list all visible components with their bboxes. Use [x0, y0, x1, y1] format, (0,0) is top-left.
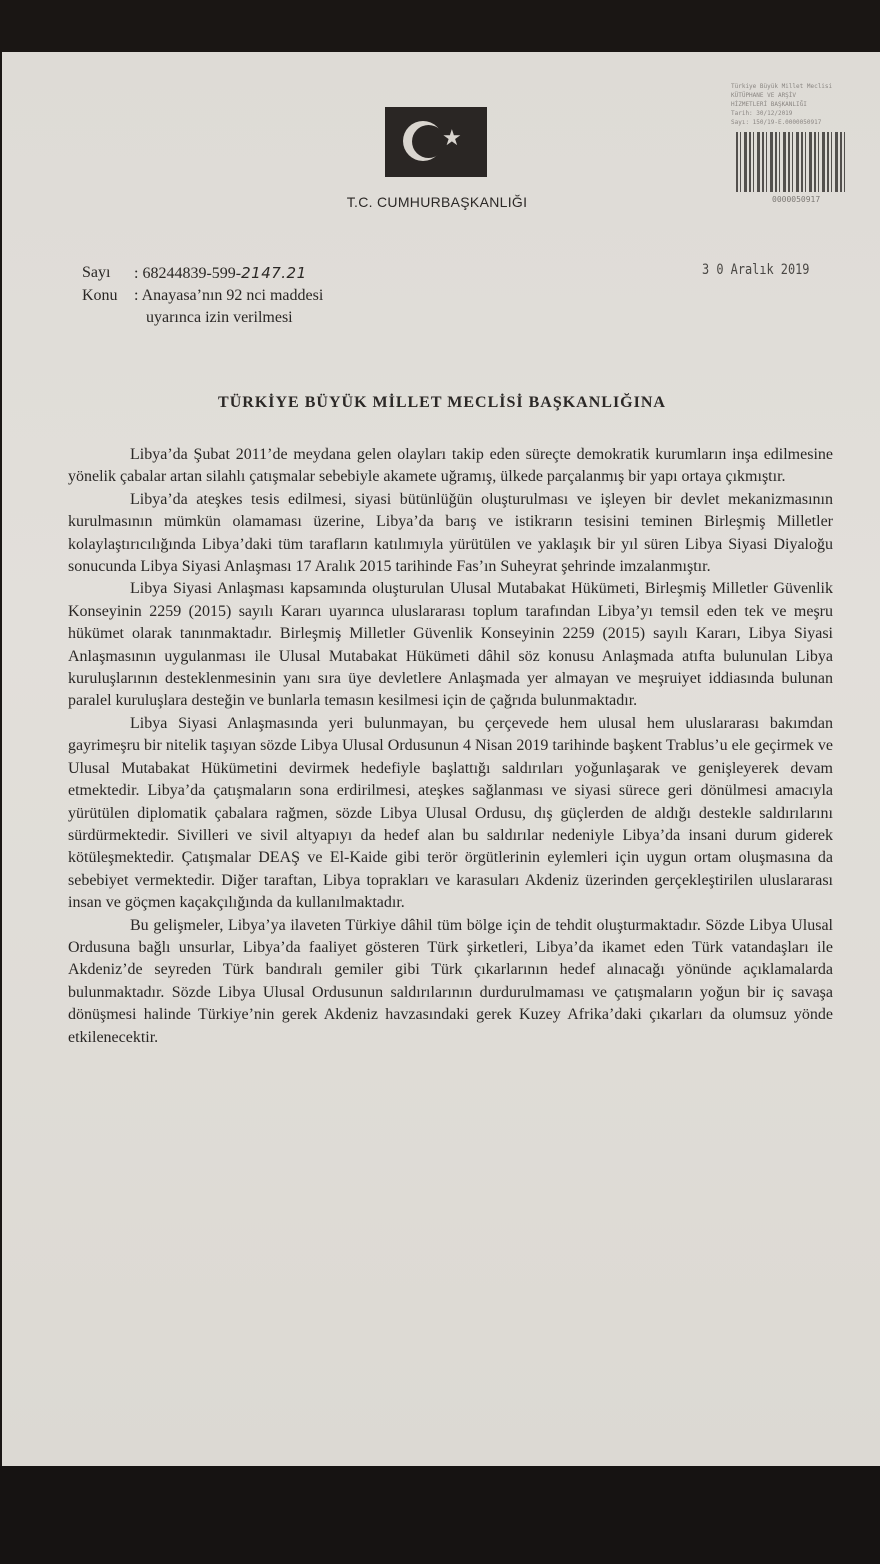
konu-value: : Anayasa’nın 92 nci maddesi — [134, 287, 324, 304]
turkish-flag-emblem — [385, 107, 487, 177]
star-icon: ★ — [442, 126, 462, 151]
sayi-value — [134, 262, 323, 285]
document-page — [2, 52, 880, 1466]
body-paragraph: Libya Siyasi Anlaşmasında yeri bulunmayan, bu çerçevede hem ulusal hem uluslararası bakımdan gayrimeşru bir nitelik taşıyan sözde Libya Ulusal Ordusunun 4 Nisan 2019 tarihinde başkent Trablus’u ele geçirmek ve Ulusal Mutabakat Hükümetini devirmek hedefiyle başlattığı saldırıları yoğunlaşarak ve genişleyerek devam etmektedir. Libya’da çatışmaların sona erdirilmesi, ateşkes sağlanması ve siyasi sürece geri dönülmesi amacıyla yürütülen diplomatik çabalara rağmen, sözde Libya Ulusal Ordusu, dış güçlerden de aldığı destekle saldırılarını sürdürmektedir. Sivilleri ve sivil altyapıyı da hedef alan bu saldırılar nedeniyle Libya’da insani durum giderek kötüleşmektedir. Çatışmalar DEAŞ ve El-Kaide gibi terör örgütlerinin eylemleri için uygun ortam oluşmasına da sebebiyet vermektedir. Diğer taraftan, Libya toprakları ve karasuları Akdeniz üzerinden gerçekleştirilen uluslararası insan ve göçmen kaçakçılığında da kullanılmaktadır. — [68, 714, 833, 912]
sayi-number: : 68244839-599- — [134, 265, 242, 282]
addressee-heading: TÜRKİYE BÜYÜK MİLLET MECLİSİ BAŞKANLIĞINA — [218, 394, 666, 411]
institution-name: T.C. CUMHURBAŞKANLIĞI — [346, 194, 528, 210]
stamp-line: HİZMETLERİ BAŞKANLIĞI — [731, 101, 807, 108]
document-date: 3 0 Aralık 2019 — [702, 262, 810, 278]
stamp-line: KÜTÜPHANE VE ARŞİV — [731, 92, 797, 99]
barcode-number: 0000050917 — [772, 195, 821, 204]
crescent-cutout — [412, 125, 445, 158]
document-body — [68, 444, 833, 1049]
barcode-icon — [736, 132, 846, 192]
konu-label: Konu — [82, 287, 118, 304]
konu-value-cont: uyarınca izin verilmesi — [146, 309, 293, 326]
registry-stamp — [731, 82, 851, 127]
stamp-line: Türkiye Büyük Millet Meclisi — [731, 83, 833, 90]
konu-row — [82, 285, 323, 307]
body-paragraph: Bu gelişmeler, Libya’ya ilaveten Türkiye dâhil tüm bölge için de tehdit oluşturmaktadır. Sözde Libya Ulusal Ordusuna bağlı unsurlar, Libya’da faaliyet gösteren Türk şirketleri, Libya’da ikamet eden Türk vatandaşları ile Akdeniz’de seyreden Türk bandıralı gemiler gibi Türk çıkarlarının hedef alınacağı yönünde açıklamalarda bulunmaktadır. Sözde Libya Ulusal Ordusunun saldırılarının durdurulmaması ve çatışmaların yoğun bir iç savaşa dönüşmesi halinde Türkiye’nin gerek Akdeniz havzasındaki gerek Kuzey Afrika’daki çıkarları da olumsuz yönde etkilenecektir. — [68, 916, 833, 1046]
body-paragraph: Libya’da ateşkes tesis edilmesi, siyasi bütünlüğün oluşturulması ve işleyen bir devlet mekanizmasının kurulmasının mümkün olamaması üzerine, Libya’da barış ve istikrarın tesisini teminen Birleşmiş Milletler kolaylaştırıcılığında Libya’daki tüm tarafların katılımıyla yürütülen ve yaklaşık bir yıl süren Libya Siyasi Diyaloğu sonucunda Libya Siyasi Anlaşması 17 Aralık 2015 tarihinde Fas’ın Suheyrat şehrinde imzalanmıştır. — [68, 490, 833, 576]
stamp-line: Tarih: 30/12/2019 — [731, 110, 793, 117]
background-surface — [0, 1466, 880, 1564]
document-meta — [82, 262, 323, 329]
body-paragraph: Libya’da Şubat 2011’de meydana gelen olayları takip eden süreçte demokratik kurumların inşa edilmesine yönelik çabalar artan silahlı çatışmalar sebebiyle akamete uğramış, ülkede parçalanmış bir yapı ortaya çıkmıştır. — [68, 446, 833, 486]
sayi-row — [82, 262, 323, 285]
body-paragraph: Libya Siyasi Anlaşması kapsamında oluşturulan Ulusal Mutabakat Hükümeti, Birleşmiş Milletler Güvenlik Konseyinin 2259 (2015) sayılı Kararı uyarınca uluslararası toplum tarafından Libya’yı temsil eden tek ve meşru hükümet olarak tanınmaktadır. Birleşmiş Milletler Güvenlik Konseyinin 2259 (2015) sayılı Kararı, Libya Siyasi Anlaşmasının uygulanması ile Ulusal Mutabakat Hükümeti dâhil söz konusu Anlaşmada atıfta bulunulan Libya kuruluşlarının desteklenmesinin yanı sıra üye devletlere Anlaşmada yer almayan ve meşruiyet iddiasında bulunan paralel kuruluşlara desteğin ve bunlarla temasın kesilmesi için de çağrıda bulunmaktadır. — [68, 580, 833, 710]
sayi-label: Sayı — [82, 264, 111, 281]
sayi-handwritten: 2147.21 — [241, 264, 307, 282]
stamp-line: Sayı: 150/19-E.0000050917 — [731, 119, 822, 126]
